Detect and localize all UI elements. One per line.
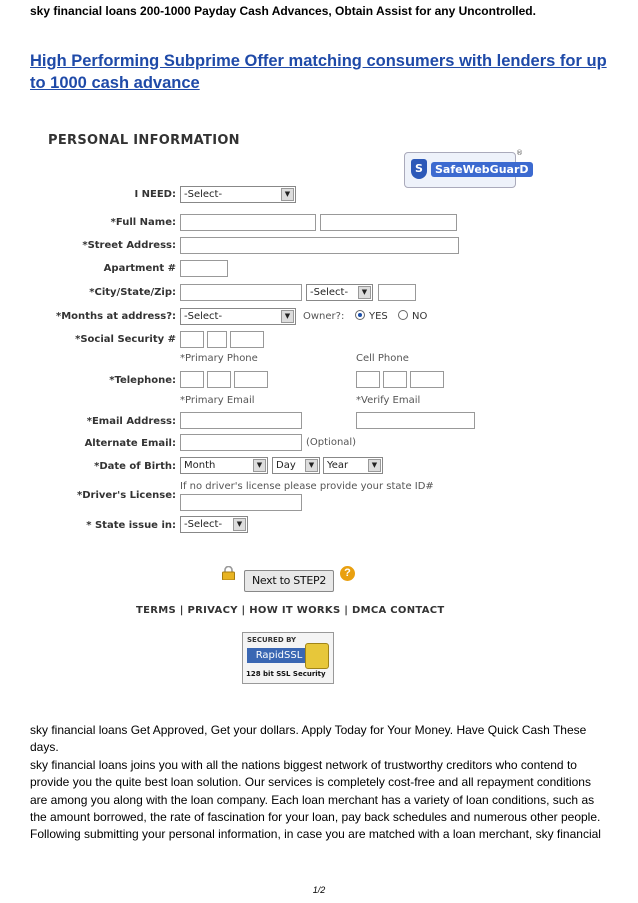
lock-icon — [221, 566, 236, 580]
phone-area-input[interactable] — [180, 371, 204, 388]
label-apartment: Apartment # — [103, 263, 176, 274]
chevron-down-icon: ▼ — [368, 459, 381, 472]
state-issue-value: -Select- — [184, 519, 223, 530]
chevron-down-icon: ▼ — [305, 459, 318, 472]
alt-email-input[interactable] — [180, 434, 302, 451]
year-value: Year — [327, 460, 349, 471]
registered-mark: ® — [516, 149, 523, 157]
label-street: *Street Address: — [82, 240, 176, 251]
label-alt-email: Alternate Email: — [84, 438, 176, 449]
body-text — [30, 722, 608, 844]
label-i-need: I NEED: — [134, 189, 176, 200]
day-value: Day — [276, 460, 296, 471]
label-full-name: *Full Name: — [110, 217, 176, 228]
month-value: Month — [184, 460, 216, 471]
phone-line-input[interactable] — [234, 371, 268, 388]
chevron-down-icon: ▼ — [233, 518, 246, 531]
last-name-input[interactable] — [320, 214, 457, 231]
first-name-input[interactable] — [180, 214, 316, 231]
footer-links[interactable]: TERMS | PRIVACY | HOW IT WORKS | DMCA CONTACT — [136, 605, 445, 616]
primary-email-hint: *Primary Email — [180, 395, 255, 406]
owner-yes-radio[interactable] — [355, 310, 365, 320]
offer-link[interactable]: High Performing Subprime Offer matching consumers with lenders for up to 1000 cash advance — [30, 52, 607, 92]
label-dob: *Date of Birth: — [94, 461, 176, 472]
page-number: 1/2 — [312, 885, 326, 895]
verify-email-hint: *Verify Email — [356, 395, 421, 406]
ssn-part3-input[interactable] — [230, 331, 264, 348]
padlock-icon — [305, 643, 329, 669]
body-paragraph-2: sky financial loans joins you with all the nations biggest network of trustworthy creditors who contend to provide you the quite best loan solution. Our services is completely cost-free and all repayment conditions are among you along with the loan company. Each loan merchant has a variety of loan conditions, such as the amount borrowed, the rate of fascination for your loan, pay back schedules and numerous other people. Following submitting your personal information, in case you are matched with a loan merchant, sky financial — [30, 757, 601, 842]
ssn-part2-input[interactable] — [207, 331, 227, 348]
zip-input[interactable] — [378, 284, 416, 301]
apartment-input[interactable] — [180, 260, 228, 277]
license-input[interactable] — [180, 494, 302, 511]
label-state-issue: * State issue in: — [86, 520, 176, 531]
month-select[interactable] — [180, 457, 268, 474]
chevron-down-icon: ▼ — [281, 188, 294, 201]
owner-no-radio[interactable] — [398, 310, 408, 320]
label-ssn: *Social Security # — [75, 334, 176, 345]
label-city-state-zip: *City/State/Zip: — [89, 287, 176, 298]
city-input[interactable] — [180, 284, 302, 301]
day-select[interactable] — [272, 457, 320, 474]
label-months-at-address: *Months at address?: — [56, 311, 176, 322]
months-value: -Select- — [184, 311, 223, 322]
next-step-button[interactable]: Next to STEP2 — [244, 570, 334, 592]
page-heading: sky financial loans 200-1000 Payday Cash Advances, Obtain Assist for any Uncontrolled. — [30, 4, 536, 18]
chevron-down-icon: ▼ — [358, 286, 371, 299]
phone-prefix-input[interactable] — [207, 371, 231, 388]
chevron-down-icon: ▼ — [281, 310, 294, 323]
license-note: If no driver's license please provide your state ID# — [180, 481, 434, 492]
form-title: PERSONAL INFORMATION — [48, 133, 240, 148]
ssn-part1-input[interactable] — [180, 331, 204, 348]
owner-yes-label: YES — [369, 311, 388, 322]
ssl-brand: RapidSSL — [247, 648, 311, 663]
year-select[interactable] — [323, 457, 383, 474]
ssl-security-text: 128 bit SSL Security — [246, 670, 326, 678]
state-issue-select[interactable] — [180, 516, 248, 533]
state-select[interactable] — [306, 284, 373, 301]
rapidssl-seal — [242, 632, 334, 684]
verify-email-input[interactable] — [356, 412, 475, 429]
label-telephone: *Telephone: — [109, 375, 176, 386]
street-input[interactable] — [180, 237, 459, 254]
months-select[interactable] — [180, 308, 296, 325]
primary-phone-hint: *Primary Phone — [180, 353, 258, 364]
cell-area-input[interactable] — [356, 371, 380, 388]
state-value: -Select- — [310, 287, 349, 298]
optional-hint: (Optional) — [306, 437, 357, 448]
badge-text: SafeWebGuarD — [431, 162, 533, 177]
cell-phone-hint: Cell Phone — [356, 353, 409, 364]
label-email: *Email Address: — [86, 416, 176, 427]
body-paragraph-1: sky financial loans Get Approved, Get your dollars. Apply Today for Your Money. Have Quick Cash These days. — [30, 723, 587, 755]
cell-line-input[interactable] — [410, 371, 444, 388]
i-need-value: -Select- — [184, 189, 223, 200]
shield-icon: S — [411, 159, 427, 179]
ssl-secured-by: SECURED BY — [247, 636, 297, 644]
help-icon[interactable]: ? — [340, 566, 355, 581]
owner-no-label: NO — [412, 311, 428, 322]
label-license: *Driver's License: — [77, 490, 176, 501]
email-input[interactable] — [180, 412, 302, 429]
safewebguard-badge — [404, 149, 529, 188]
i-need-select[interactable] — [180, 186, 296, 203]
owner-label: Owner?: — [303, 311, 345, 322]
cell-prefix-input[interactable] — [383, 371, 407, 388]
chevron-down-icon: ▼ — [253, 459, 266, 472]
